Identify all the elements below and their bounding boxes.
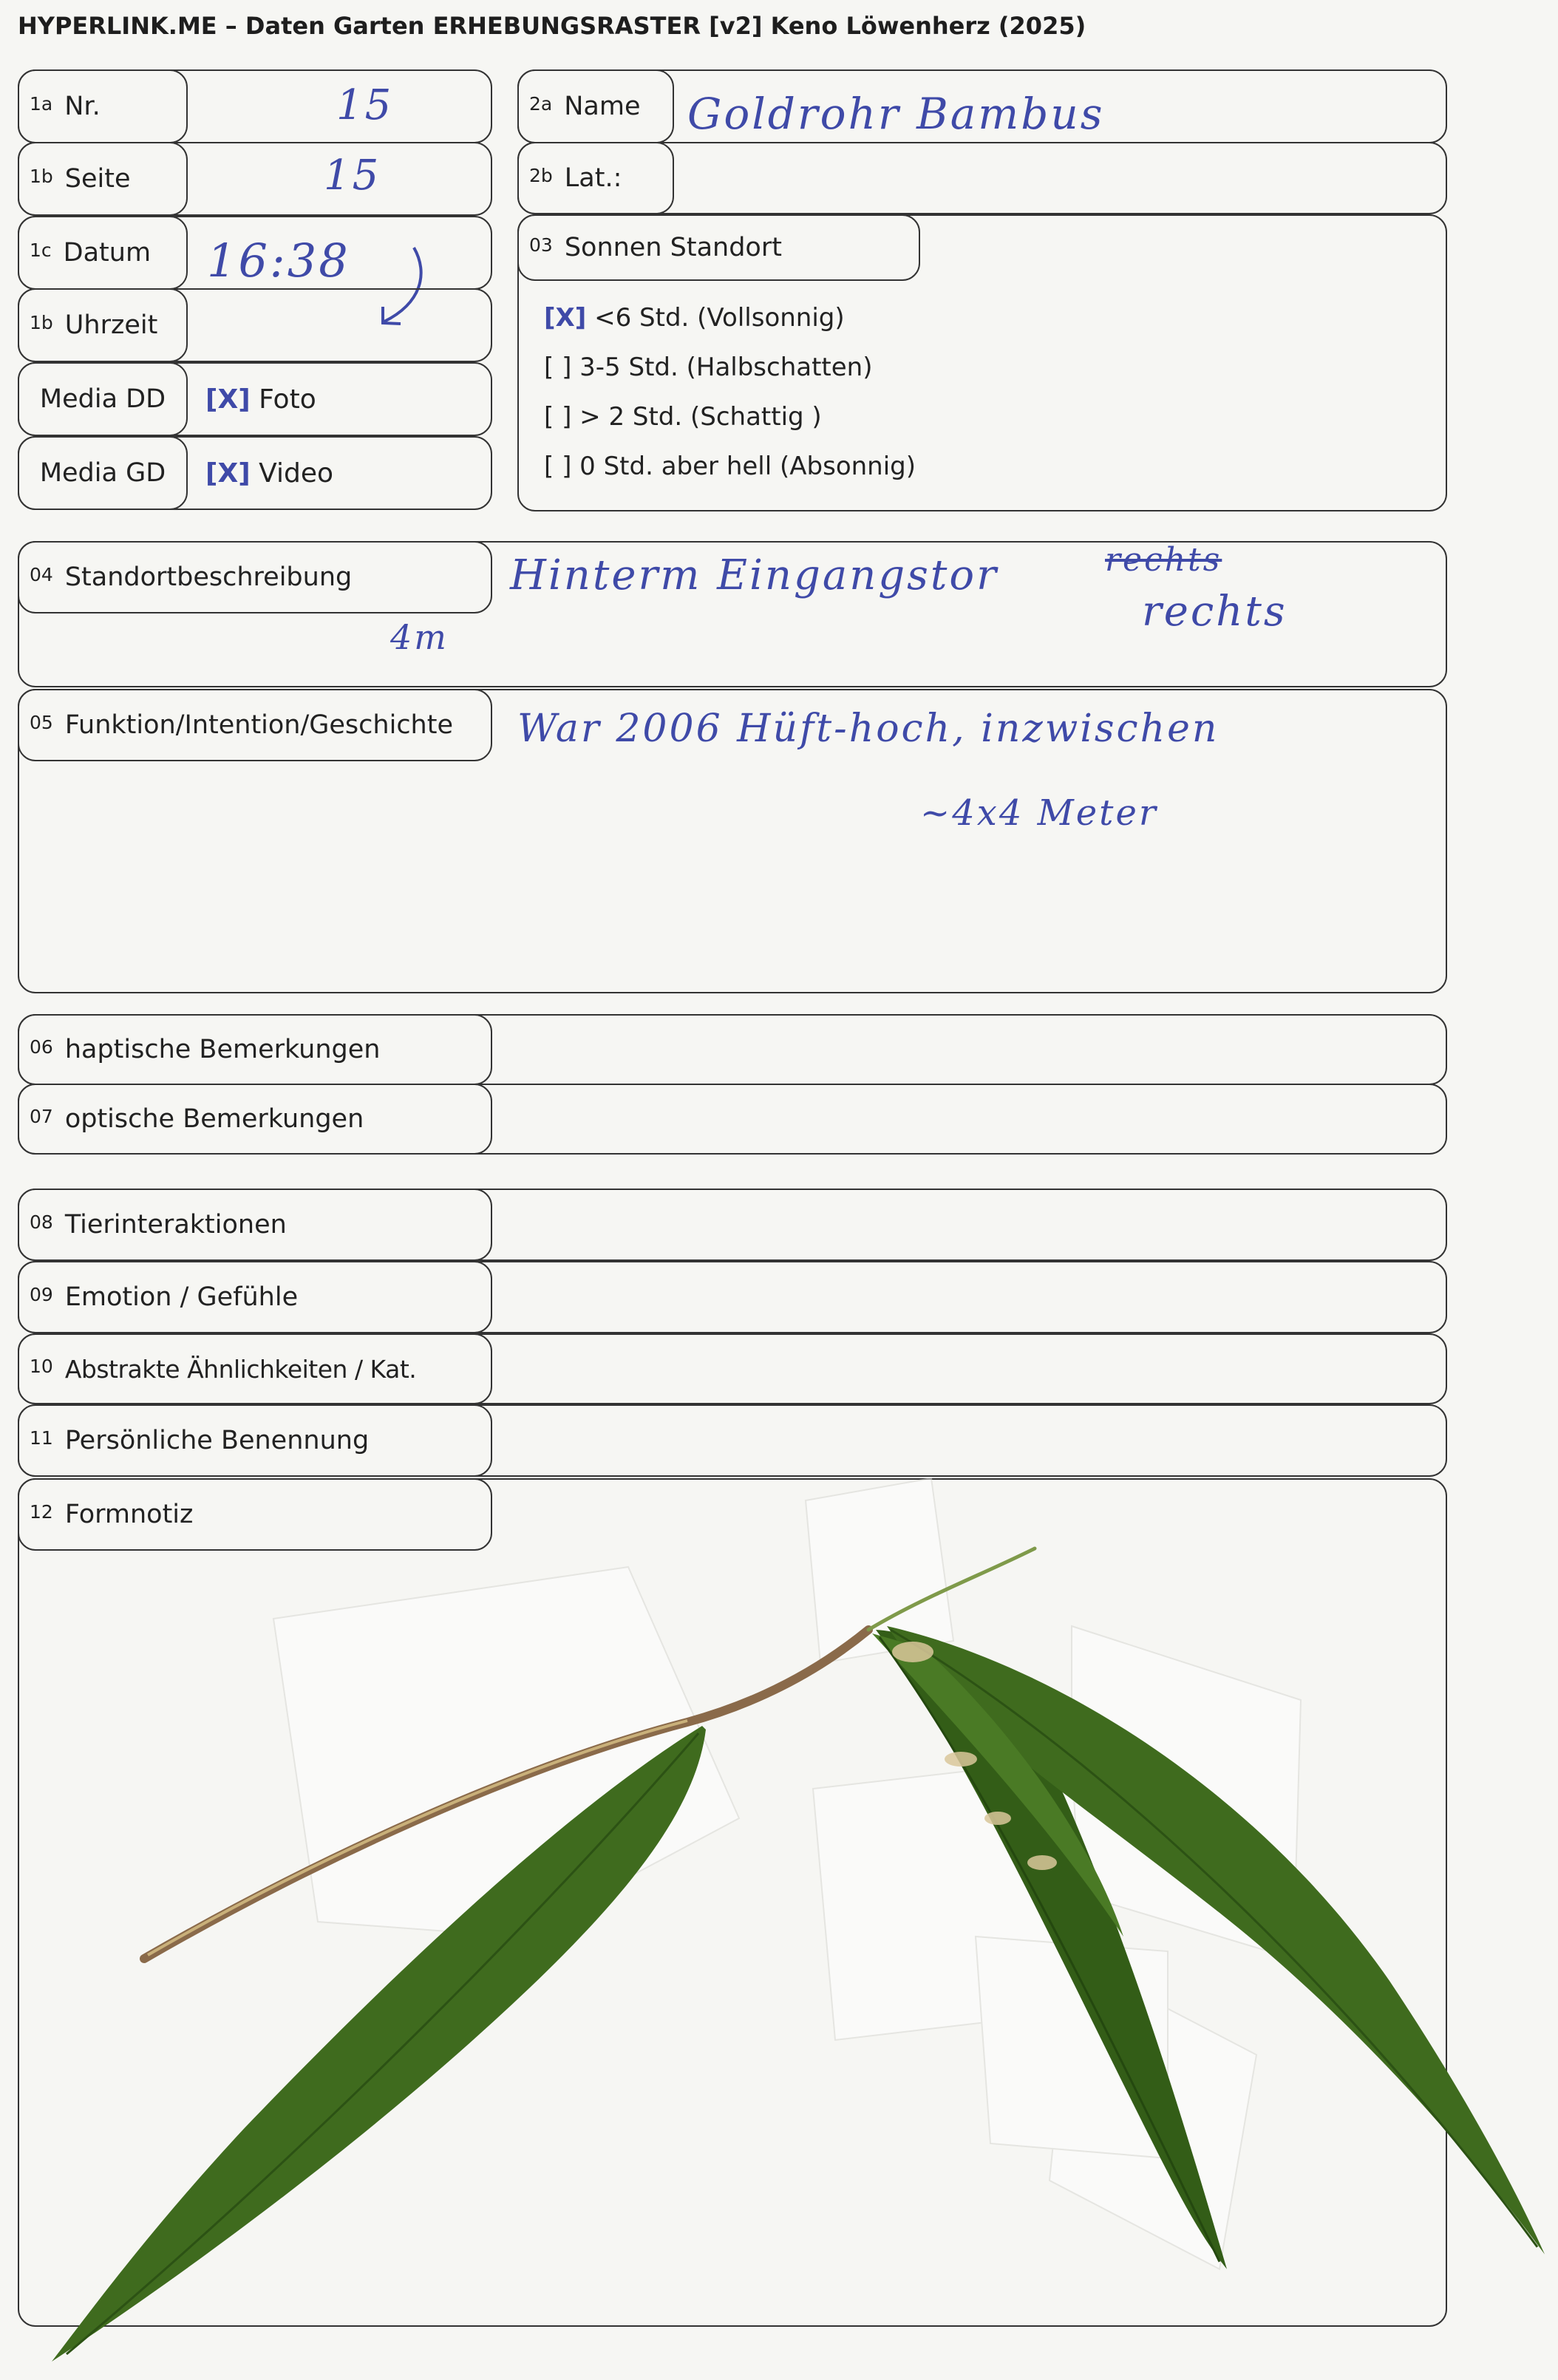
- optische-label: optische Bemerkungen: [64, 1104, 364, 1134]
- formnotiz-number: 12: [30, 1500, 53, 1523]
- name-label: Name: [564, 92, 641, 121]
- name-handwritten-value: Goldrohr Bambus: [687, 89, 1105, 139]
- tier-label: Tierinteraktionen: [64, 1210, 287, 1240]
- media-gd-label: Media GD: [39, 458, 166, 488]
- lat-number: 2b: [529, 164, 553, 186]
- tape-strip-icon: [273, 1478, 1301, 2269]
- datum-handwritten-value: 16:38: [207, 234, 350, 288]
- standort-number: 04: [30, 563, 53, 585]
- media-dd-check-mark: [X]: [205, 384, 251, 415]
- sonnen-number: 03: [529, 234, 553, 256]
- formnotiz-label: Formnotiz: [64, 1500, 194, 1529]
- standort-label: Standortbeschreibung: [64, 562, 353, 592]
- seite-number: 1b: [30, 165, 53, 187]
- emotion-number: 09: [30, 1283, 53, 1305]
- media-dd-option: Foto: [259, 384, 316, 415]
- benennung-number: 11: [30, 1427, 53, 1449]
- sonnen-label: Sonnen Standort: [564, 233, 782, 262]
- lat-label: Lat.:: [564, 163, 622, 193]
- media-gd-check-mark: [X]: [205, 458, 251, 489]
- nr-handwritten-value: 15: [336, 81, 394, 129]
- standort-handwritten-struck: rechts: [1105, 541, 1222, 579]
- sonnen-option-text: 0 Std. aber hell (Absonnig): [579, 452, 916, 481]
- tier-number: 08: [30, 1211, 53, 1233]
- haptische-label: haptische Bemerkungen: [64, 1035, 381, 1064]
- funktion-number: 05: [30, 711, 53, 733]
- formnotiz-label-tab: [18, 1478, 492, 1551]
- name-number: 2a: [529, 92, 553, 115]
- datum-label: Datum: [63, 238, 152, 268]
- nr-label: Nr.: [64, 92, 101, 121]
- emotion-label: Emotion / Gefühle: [64, 1282, 299, 1312]
- sonnen-check-mark: [X]: [544, 303, 587, 333]
- abstrakt-label: Abstrakte Ähnlichkeiten / Kat.: [64, 1354, 417, 1384]
- benennung-label: Persönliche Benennung: [64, 1426, 370, 1455]
- sonnen-check-mark: [ ]: [544, 402, 572, 432]
- abstrakt-number: 10: [30, 1355, 53, 1377]
- nr-number: 1a: [30, 92, 53, 115]
- sonnen-check-mark: [ ]: [544, 353, 572, 382]
- funktion-handwritten-line2: ~4x4 Meter: [920, 792, 1158, 834]
- sonnen-option-text: 3-5 Std. (Halbschatten): [579, 353, 873, 382]
- media-dd-label: Media DD: [39, 384, 166, 414]
- datum-number: 1c: [30, 239, 52, 261]
- optische-number: 07: [30, 1105, 53, 1127]
- funktion-handwritten-line1: War 2006 Hüft-hoch, inzwischen: [517, 707, 1219, 751]
- standort-handwritten-line3: 4m: [390, 617, 449, 657]
- seite-handwritten-value: 15: [324, 152, 381, 200]
- sonnen-option-text: <6 Std. (Vollsonnig): [594, 303, 845, 333]
- haptische-number: 06: [30, 1036, 53, 1058]
- standort-handwritten-line1: Hinterm Eingangstor: [510, 551, 999, 599]
- funktion-label: Funktion/Intention/Geschichte: [64, 710, 454, 740]
- sonnen-check-mark: [ ]: [544, 452, 572, 481]
- sonnen-option-text: > 2 Std. (Schattig ): [579, 402, 822, 432]
- media-gd-option: Video: [259, 458, 333, 489]
- seite-label: Seite: [64, 164, 131, 194]
- uhrzeit-label: Uhrzeit: [64, 310, 158, 340]
- standort-handwritten-line2: rechts: [1142, 588, 1287, 636]
- uhrzeit-number: 1b: [30, 311, 53, 333]
- form-title: HYPERLINK.ME – Daten Garten ERHEBUNGSRASTER [v2] Keno Löwenherz (2025): [18, 12, 1086, 40]
